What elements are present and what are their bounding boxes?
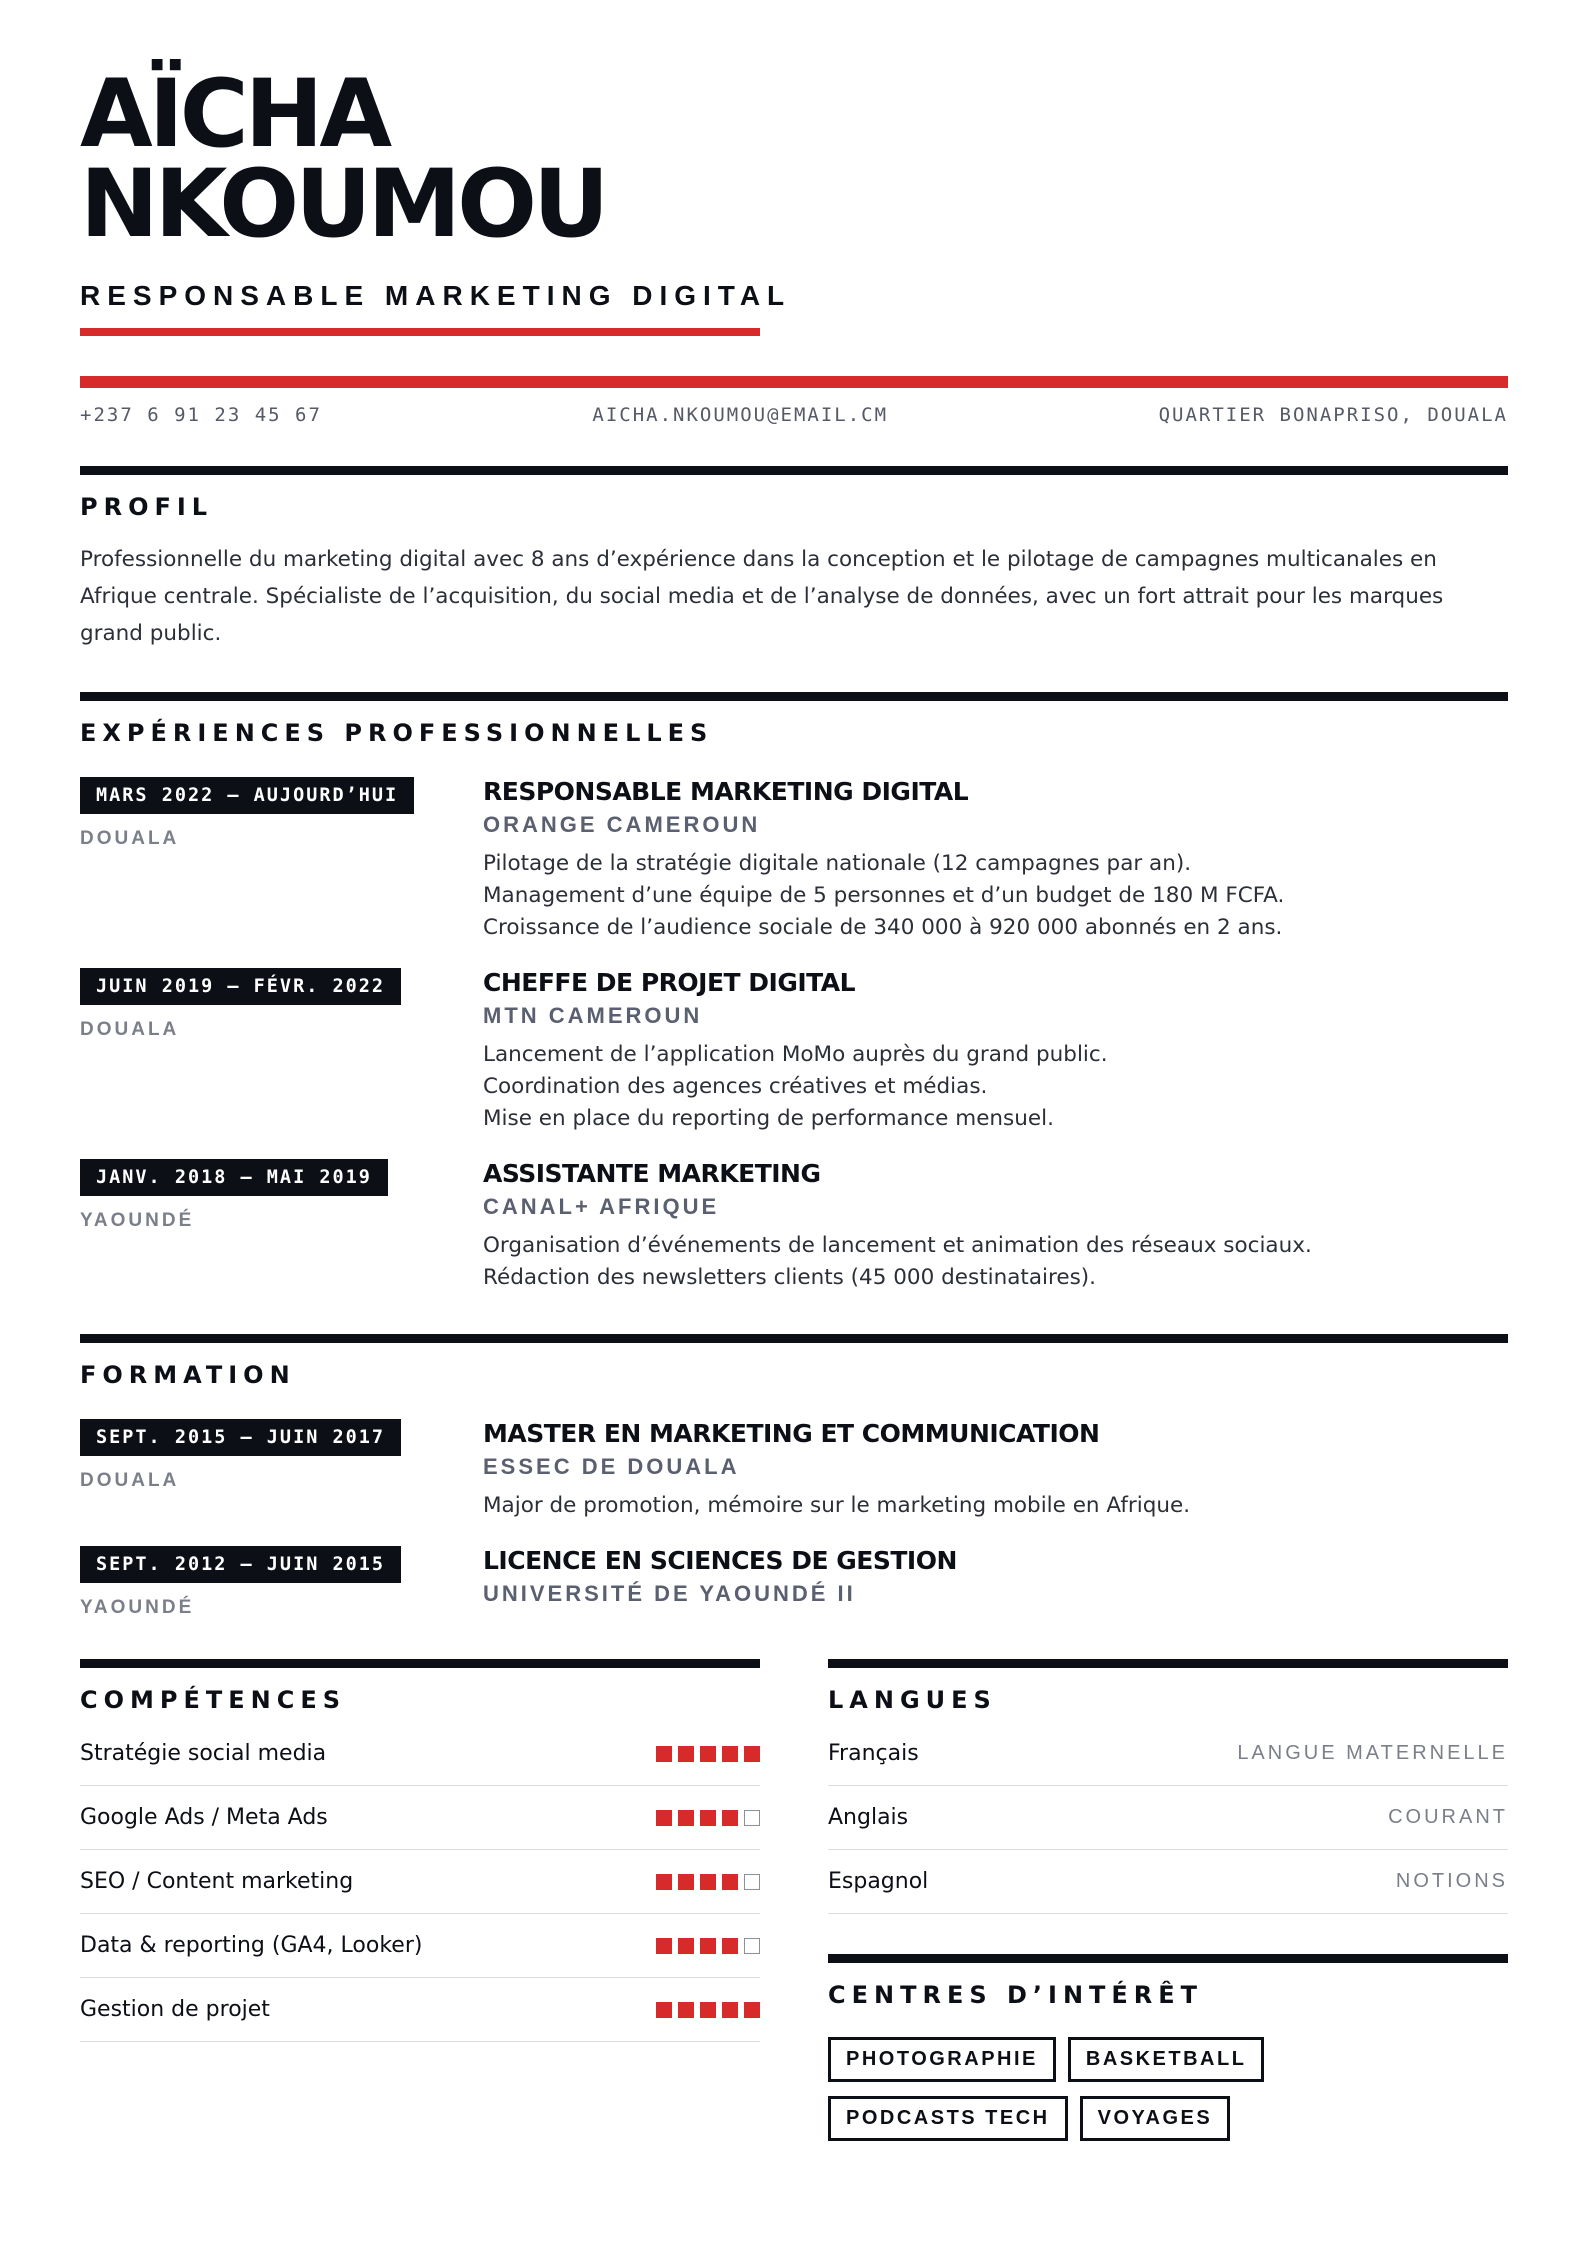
level-square-filled (722, 2002, 738, 2018)
language-row (828, 1786, 1508, 1850)
description-line: Management d’une équipe de 5 personnes et d’un budget de 180 M FCFA. (483, 883, 1285, 908)
entry-description (483, 1039, 1508, 1135)
date-badge: SEPT. 2012 – JUIN 2015 (80, 1546, 401, 1583)
section-title: CENTRES D’INTÉRÊT (828, 1981, 1204, 2009)
entry-note: Major de promotion, mémoire sur le marketing mobile en Afrique. (483, 1493, 1191, 1518)
contact-email: AICHA.NKOUMOU@EMAIL.CM (592, 404, 889, 426)
entry-location: DOUALA (80, 1470, 180, 1491)
level-square-filled (744, 1746, 760, 1762)
level-square-filled (678, 1810, 694, 1826)
entry-body (483, 968, 1508, 1135)
skill-row (80, 1722, 760, 1786)
entry-company: MTN CAMEROUN (483, 1003, 703, 1028)
skill-row (80, 1850, 760, 1914)
entry-description (483, 1230, 1508, 1294)
entry-company: CANAL+ AFRIQUE (483, 1194, 720, 1219)
entry-degree: MASTER EN MARKETING ET COMMUNICATION (483, 1419, 1100, 1448)
profile-text: Professionnelle du marketing digital avec 8 ans d’expérience dans la conception et le pilotage de campagnes multicanales en Afrique centrale. Spécialiste de l’acquisition, du social media et de l’analyse de données, avec un fort attrait pour les marques grand public. (80, 547, 1444, 646)
entry-meta (80, 1159, 483, 1294)
skill-level-indicator (656, 2002, 760, 2018)
language-level: COURANT (1388, 1806, 1508, 1828)
language-level: LANGUE MATERNELLE (1237, 1742, 1508, 1764)
date-badge: MARS 2022 – AUJOURD’HUI (80, 777, 414, 814)
section-divider (80, 692, 1508, 701)
interest-tag: PODCASTS TECH (828, 2096, 1068, 2141)
level-square-filled (700, 1938, 716, 1954)
language-level: NOTIONS (1395, 1870, 1508, 1892)
entry-school: ESSEC DE DOUALA (483, 1454, 740, 1479)
section-divider (80, 466, 1508, 475)
entry-meta (80, 1419, 483, 1522)
entry-location: YAOUNDÉ (80, 1210, 195, 1231)
section-title: FORMATION (80, 1361, 296, 1389)
job-title: RESPONSABLE MARKETING DIGITAL (80, 280, 792, 311)
entry-role: CHEFFE DE PROJET DIGITAL (483, 968, 856, 997)
level-square-filled (700, 1746, 716, 1762)
date-badge: JUIN 2019 – FÉVR. 2022 (80, 968, 401, 1005)
level-square-filled (678, 1938, 694, 1954)
section-title: COMPÉTENCES (80, 1686, 347, 1714)
language-row (828, 1722, 1508, 1786)
level-square-filled (700, 1810, 716, 1826)
languages-section (828, 1659, 1508, 1914)
languages-list (828, 1722, 1508, 1914)
description-line: Organisation d’événements de lancement et animation des réseaux sociaux. (483, 1233, 1312, 1258)
description-line: Rédaction des newsletters clients (45 000 destinataires). (483, 1265, 1096, 1290)
skill-level-indicator (656, 1810, 760, 1826)
entry-meta (80, 968, 483, 1135)
date-badge: SEPT. 2015 – JUIN 2017 (80, 1419, 401, 1456)
skill-name: Stratégie social media (80, 1741, 327, 1766)
entry-degree: LICENCE EN SCIENCES DE GESTION (483, 1546, 957, 1575)
right-column (828, 1659, 1508, 2141)
section-divider (80, 1659, 760, 1668)
level-square-filled (722, 1810, 738, 1826)
skill-name: Data & reporting (GA4, Looker) (80, 1933, 423, 1958)
level-square-filled (656, 1746, 672, 1762)
skill-level-indicator (656, 1874, 760, 1890)
entry-meta (80, 1546, 483, 1619)
entry-body (483, 1419, 1508, 1522)
entry-body (483, 777, 1508, 944)
education-list (80, 1419, 1508, 1619)
experience-list (80, 777, 1508, 1294)
accent-divider (80, 376, 1508, 388)
entry-body (483, 1159, 1508, 1294)
level-square-empty (744, 1874, 760, 1890)
level-square-empty (744, 1810, 760, 1826)
skills-section (80, 1659, 760, 2141)
entry-body (483, 1546, 1508, 1619)
section-divider (828, 1659, 1508, 1668)
section-divider (828, 1954, 1508, 1963)
section-title: PROFIL (80, 493, 214, 521)
skills-list (80, 1722, 760, 2042)
language-name: Espagnol (828, 1869, 929, 1894)
contact-bar (80, 404, 1508, 426)
level-square-filled (656, 1810, 672, 1826)
skill-row (80, 1786, 760, 1850)
entry-role: RESPONSABLE MARKETING DIGITAL (483, 777, 969, 806)
skill-name: Google Ads / Meta Ads (80, 1805, 328, 1830)
section-title: EXPÉRIENCES PROFESSIONNELLES (80, 719, 714, 747)
first-name: AÏCHA (80, 60, 389, 169)
level-square-filled (700, 1874, 716, 1890)
section-title: LANGUES (828, 1686, 997, 1714)
level-square-filled (656, 2002, 672, 2018)
level-square-filled (700, 2002, 716, 2018)
skill-row (80, 1978, 760, 2042)
education-section (80, 1334, 1508, 1619)
level-square-filled (656, 1874, 672, 1890)
section-divider (80, 1334, 1508, 1343)
entry-company: ORANGE CAMEROUN (483, 812, 761, 837)
level-square-filled (722, 1874, 738, 1890)
level-square-filled (656, 1938, 672, 1954)
experience-entry (80, 1159, 1508, 1294)
language-name: Français (828, 1741, 919, 1766)
education-entry (80, 1419, 1508, 1522)
interests-section (828, 1954, 1508, 2141)
interest-tag: PHOTOGRAPHIE (828, 2037, 1056, 2082)
description-line: Croissance de l’audience sociale de 340 000 à 920 000 abonnés en 2 ans. (483, 915, 1283, 940)
title-underline (80, 328, 760, 336)
interest-tags (828, 2037, 1508, 2141)
skill-level-indicator (656, 1938, 760, 1954)
date-badge: JANV. 2018 – MAI 2019 (80, 1159, 388, 1196)
contact-address: QUARTIER BONAPRISO, DOUALA (1158, 404, 1508, 426)
entry-meta (80, 777, 483, 944)
skill-level-indicator (656, 1746, 760, 1762)
level-square-filled (678, 2002, 694, 2018)
level-square-filled (722, 1746, 738, 1762)
experience-entry (80, 968, 1508, 1135)
job-title-block (80, 280, 791, 312)
skill-row (80, 1914, 760, 1978)
skill-name: Gestion de projet (80, 1997, 270, 2022)
interest-tag: VOYAGES (1080, 2096, 1231, 2141)
education-entry (80, 1546, 1508, 1619)
level-square-filled (744, 2002, 760, 2018)
description-line: Pilotage de la stratégie digitale nationale (12 campagnes par an). (483, 851, 1192, 876)
entry-role: ASSISTANTE MARKETING (483, 1159, 821, 1188)
bottom-columns (80, 1659, 1508, 2141)
level-square-filled (678, 1874, 694, 1890)
full-name (80, 60, 1508, 259)
profile-section (80, 466, 1508, 652)
language-name: Anglais (828, 1805, 909, 1830)
description-line: Coordination des agences créatives et médias. (483, 1074, 988, 1099)
level-square-filled (722, 1938, 738, 1954)
last-name: NKOUMOU (80, 150, 606, 259)
experience-section (80, 692, 1508, 1294)
level-square-empty (744, 1938, 760, 1954)
level-square-filled (678, 1746, 694, 1762)
skill-name: SEO / Content marketing (80, 1869, 354, 1894)
language-row (828, 1850, 1508, 1914)
experience-entry (80, 777, 1508, 944)
interest-tag: BASKETBALL (1068, 2037, 1265, 2082)
contact-phone: +237 6 91 23 45 67 (80, 404, 322, 426)
entry-description (483, 848, 1508, 944)
entry-location: DOUALA (80, 828, 180, 849)
description-line: Lancement de l’application MoMo auprès du grand public. (483, 1042, 1108, 1067)
description-line: Mise en place du reporting de performance mensuel. (483, 1106, 1054, 1131)
entry-location: DOUALA (80, 1019, 180, 1040)
resume-header (80, 60, 1508, 336)
entry-school: UNIVERSITÉ DE YAOUNDÉ II (483, 1581, 856, 1606)
entry-location: YAOUNDÉ (80, 1597, 195, 1618)
